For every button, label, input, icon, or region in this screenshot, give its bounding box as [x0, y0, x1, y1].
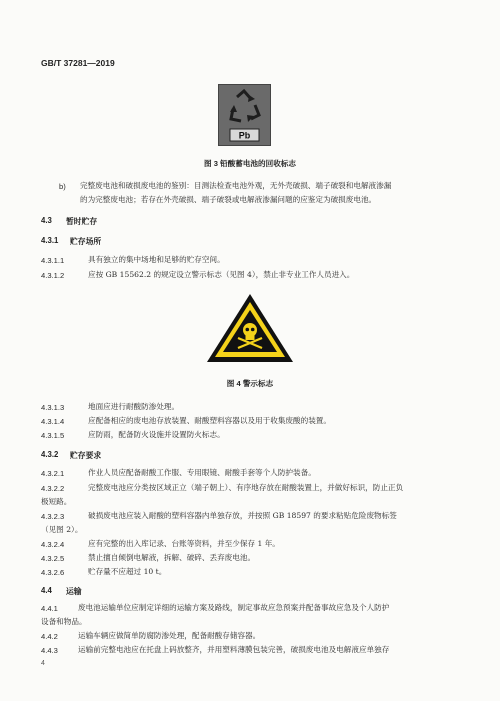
figure-4-caption: 图 4 警示标志 [226, 379, 274, 388]
clause-4-3-1-3-number: 4.3.1.3 [41, 403, 65, 412]
page-number: 4 [41, 660, 45, 667]
clause-4-3-2-6-number: 4.3.2.6 [41, 568, 65, 577]
pb-label: Pb [238, 130, 251, 141]
clause-4-3-2-1-text: 作业人员应配备耐酸工作服、专用眼镜、耐酸手套等个人防护装备。 [88, 468, 316, 477]
clause-4-4-1-line-1: 废电池运输单位应制定详细的运输方案及路线，制定事故应急预案并配备事故应急及个人防护 [78, 603, 390, 612]
clause-4-3-2-3-line-2: （见图 2）。 [41, 525, 83, 534]
section-4-4-number: 4.4 [41, 586, 52, 595]
section-4-3-title: 暂时贮存 [66, 217, 98, 226]
clause-4-3-2-2-line-1: 完整废电池应分类按区域正立（端子朝上）、有序地存放在耐酸装置上，并做好标识，防止正负 [88, 483, 404, 492]
clause-4-4-1-line-2: 设备和物品。 [41, 617, 87, 626]
section-4-3-1-title: 贮存场所 [70, 237, 102, 246]
clause-4-3-2-4-text: 应有完整的出入库记录、台账等资料，并至少保存 1 年。 [88, 539, 280, 548]
clause-4-3-2-3-line-1: 破损废电池应装入耐酸的塑料容器内单独存放，并按照 GB 18597 的要求粘贴危险废物标签 [88, 511, 397, 520]
section-4-3-2-number: 4.3.2 [41, 450, 59, 459]
clause-4-3-1-5-number: 4.3.1.5 [41, 431, 65, 440]
clause-4-3-2-1-number: 4.3.2.1 [41, 469, 65, 478]
warning-sign [205, 292, 295, 368]
clause-4-4-3-text: 运输前完整电池应在托盘上码放整齐，并用塑料薄膜包装完善，破损废电池及电解液应单独存 [78, 645, 390, 654]
clause-4-3-1-4-text: 应配备相应的废电池存放装置、耐酸塑料容器以及用于收集废酸的装置。 [88, 416, 331, 425]
section-4-4-title: 运输 [66, 587, 82, 596]
section-4-3-1-number: 4.3.1 [41, 236, 59, 245]
clause-4-3-2-5-number: 4.3.2.5 [41, 554, 65, 563]
section-4-3-number: 4.3 [41, 216, 52, 225]
clause-4-3-2-4-number: 4.3.2.4 [41, 540, 65, 549]
section-4-3-2-title: 贮存要求 [70, 451, 102, 460]
clause-4-3-1-3-text: 地面应进行耐酸防渗处理。 [88, 402, 180, 411]
item-b-label: b) [59, 182, 66, 191]
clause-4-3-1-4-number: 4.3.1.4 [41, 417, 65, 426]
clause-4-3-1-1-text: 具有独立的集中场地和足够的贮存空间。 [88, 255, 225, 264]
clause-4-3-1-1-number: 4.3.1.1 [41, 256, 65, 265]
clause-4-3-1-5-text: 应防雨，配备防火设施并设置防火标志。 [88, 430, 225, 439]
clause-4-3-2-3-number: 4.3.2.3 [41, 512, 65, 521]
item-b-line-2: 的为完整废电池；若存在外壳破损、端子破裂或电解液渗漏问题的应鉴定为破损废电池。 [80, 195, 377, 204]
figure-3-caption: 图 3 铅酸蓄电池的回收标志 [204, 159, 296, 168]
clause-4-4-3-number: 4.4.3 [41, 646, 58, 655]
clause-4-4-2-number: 4.4.2 [41, 632, 58, 641]
clause-4-4-1-number: 4.4.1 [41, 604, 58, 613]
lead-acid-recycling-mark [218, 84, 271, 146]
clause-4-3-2-2-line-2: 极短路。 [41, 497, 72, 506]
clause-4-3-1-2-text: 应按 GB 15562.2 的规定设立警示标志（见图 4），禁止非专业工作人员进入。 [88, 270, 355, 279]
clause-4-3-2-5-text: 禁止擅自倾倒电解液，拆解、破碎、丢弃废电池。 [88, 553, 256, 562]
toxic-warning-icon [205, 292, 295, 364]
clause-4-3-1-2-number: 4.3.1.2 [41, 271, 65, 280]
clause-4-3-2-2-number: 4.3.2.2 [41, 484, 65, 493]
clause-4-3-2-6-text: 贮存量不应超过 10 t。 [88, 567, 167, 576]
item-b-line-1: 完整废电池和破损废电池的鉴别：目测法检查电池外观，无外壳破损、端子破裂和电解液渗漏 [80, 181, 392, 190]
clause-4-4-2-text: 运输车辆应做简单防腐防渗处理，配备耐酸存储容器。 [78, 631, 261, 640]
standard-code-header: GB/T 37281—2019 [41, 58, 115, 68]
recycle-icon [219, 85, 270, 145]
